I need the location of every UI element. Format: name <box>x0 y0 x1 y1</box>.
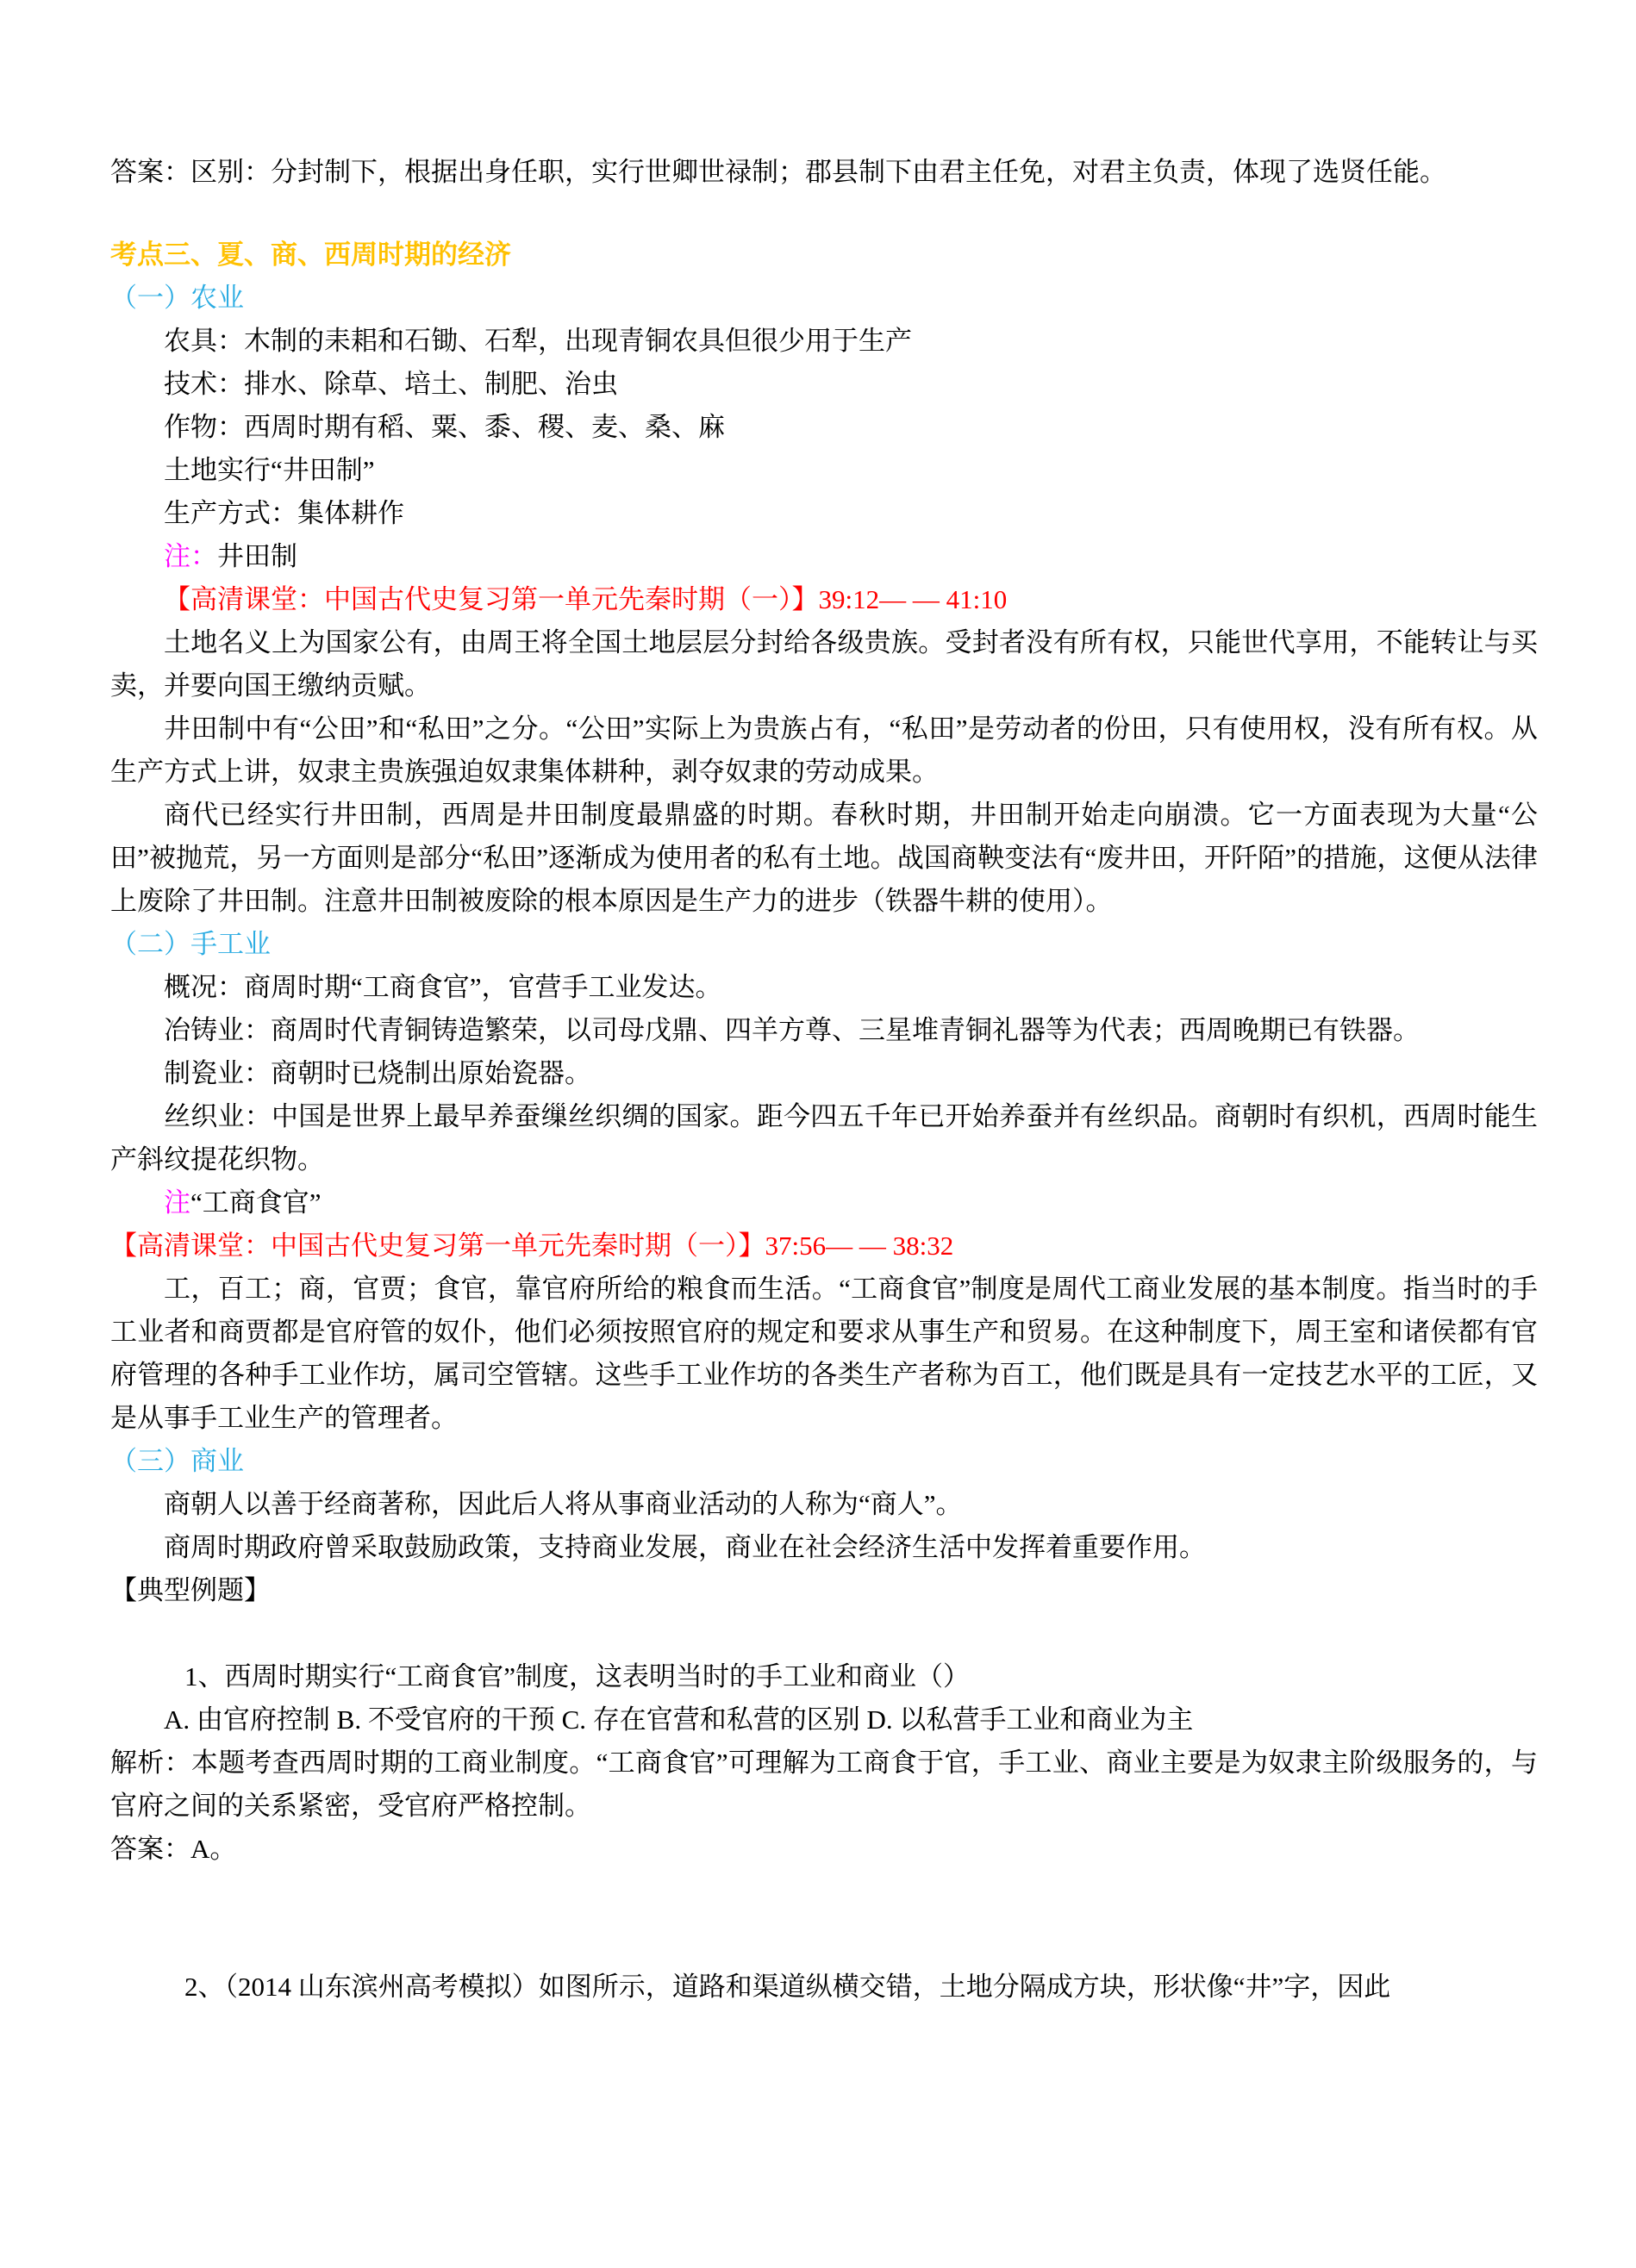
agriculture-item-tools: 农具：木制的耒耜和石锄、石犁，出现青铜农具但很少用于生产 <box>164 326 912 356</box>
note-text: 井田制 <box>217 541 297 571</box>
commerce-paragraph-1: 商朝人以善于经商著称，因此后人将从事商业活动的人称为“商人”。 <box>164 1489 963 1519</box>
question-1-analysis: 解析：本题考查西周时期的工商业制度。“工商食官”可理解为工商食于官，手工业、商业主要是为奴隶主阶级服务的，与官府之间的关系紧密，受官府严格控制。 <box>110 1748 1538 1821</box>
commerce-paragraph-2: 商周时期政府曾采取鼓励政策，支持商业发展，商业在社会经济生活中发挥着重要作用。 <box>164 1532 1206 1562</box>
question-1-answer: 答案：A。 <box>110 1834 237 1864</box>
agriculture-paragraph-2: 井田制中有“公田”和“私田”之分。“公田”实际上为贵族占有，“私田”是劳动者的份田，只有使用权，没有所有权。从生产方式上讲，奴隶主贵族强迫奴隶集体耕种，剥夺奴隶的劳动成果。 <box>110 713 1538 787</box>
agriculture-item-crops: 作物：西周时期有稻、粟、黍、稷、麦、桑、麻 <box>164 412 725 442</box>
handicraft-item-overview: 概况：商周时期“工商食官”，官营手工业发达。 <box>164 972 722 1002</box>
note-label: 注： <box>164 541 217 571</box>
agriculture-item-production-mode: 生产方式：集体耕作 <box>164 498 404 528</box>
video-ref-line-2: 【高清课堂：中国古代史复习第一单元先秦时期（一）】37:56— — 38:32 <box>110 1231 954 1261</box>
agriculture-paragraph-1: 土地名义上为国家公有，由周王将全国土地层层分封给各级贵族。受封者没有所有权，只能世代享用，不能转让与买卖，并要向国王缴纳贡赋。 <box>110 627 1538 701</box>
agriculture-paragraph-3: 商代已经实行井田制，西周是井田制度最鼎盛的时期。春秋时期，井田制开始走向崩溃。它一方面表现为大量“公田”被抛荒，另一方面则是部分“私田”逐渐成为使用者的私有土地。战国商鞅变法有“废井田，开阡陌”的措施，这便从法律上废除了井田制。注意井田制被废除的根本原因是生产力的进步（铁器牛耕的使用）。 <box>110 800 1538 916</box>
agriculture-heading: （一）农业 <box>110 283 244 313</box>
topic-heading: 考点三、夏、商、西周时期的经济 <box>110 240 511 270</box>
agriculture-item-techniques: 技术：排水、除草、培土、制肥、治虫 <box>164 369 618 399</box>
handicraft-heading: （二）手工业 <box>110 929 271 959</box>
handicraft-note-line <box>110 1181 1538 1224</box>
video-ref-line-1: 【高清课堂：中国古代史复习第一单元先秦时期（一）】39:12— — 41:10 <box>164 584 1008 614</box>
handicraft-item-porcelain: 制瓷业：商朝时已烧制出原始瓷器。 <box>164 1058 591 1088</box>
document-page <box>110 151 1538 2009</box>
question-1-line: 1、西周时期实行“工商食官”制度，这表明当时的手工业和商业（） <box>184 1661 971 1692</box>
handicraft-item-metallurgy: 冶铸业：商周时代青铜铸造繁荣，以司母戊鼎、四羊方尊、三星堆青铜礼器等为代表；西周晚期已有铁器。 <box>164 1015 1420 1045</box>
answer-paragraph-top: 答案：区别：分封制下，根据出身任职，实行世卿世禄制；郡县制下由君主任免，对君主负责，体现了选贤任能。 <box>110 157 1446 187</box>
note-label: 注 <box>164 1187 190 1218</box>
commerce-heading: （三）商业 <box>110 1446 244 1476</box>
examples-heading: 【典型例题】 <box>110 1575 271 1605</box>
handicraft-paragraph: 工，百工；商，官贾；食官，靠官府所给的粮食而生活。“工商食官”制度是周代工商业发展的基本制度。指当时的手工业者和商贾都是官府管的奴仆，他们必须按照官府的规定和要求从事生产和贸易。在这种制度下，周王室和诸侯都有官府管理的各种手工业作坊，属司空管辖。这些手工业作坊的各类生产者称为百工，他们既是具有一定技艺水平的工匠，又是从事手工业生产的管理者。 <box>110 1274 1538 1433</box>
handicraft-item-silk: 丝织业：中国是世界上最早养蚕缫丝织绸的国家。距今四五千年已开始养蚕并有丝织品。商朝时有织机，西周时能生产斜纹提花织物。 <box>110 1101 1538 1174</box>
agriculture-item-land-system: 土地实行“井田制” <box>164 455 375 485</box>
question-1-options: A. 由官府控制 B. 不受官府的干预 C. 存在官营和私营的区别 D. 以私营手工业和商业为主 <box>164 1704 1194 1735</box>
question-2-line: 2、（2014 山东滨州高考模拟）如图所示，道路和渠道纵横交错，土地分隔成方块，形状像“井”字，因此 <box>184 1972 1391 2002</box>
agriculture-note-line <box>110 535 1538 578</box>
note-text: “工商食官” <box>190 1187 322 1218</box>
